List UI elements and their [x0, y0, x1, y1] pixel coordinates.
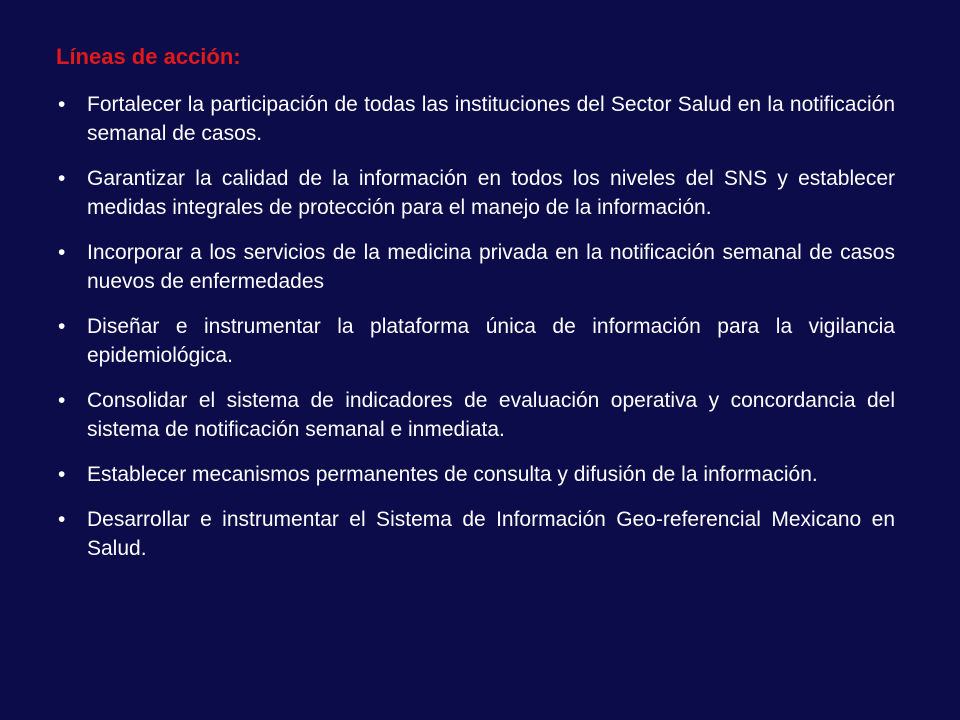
- bullet-icon: •: [58, 93, 66, 116]
- action-lines-list: [56, 90, 895, 563]
- list-item: [56, 164, 895, 222]
- bullet-icon: •: [58, 463, 66, 486]
- list-item: [56, 505, 895, 563]
- bullet-icon: •: [58, 315, 66, 338]
- bullet-icon: •: [58, 167, 66, 190]
- list-item-text: Fortalecer la participación de todas las instituciones del Sector Salud en la notificación semanal de casos.: [87, 93, 895, 145]
- list-item-text: Diseñar e instrumentar la plataforma única de información para la vigilancia epidemiológica.: [87, 315, 895, 367]
- section-heading: Líneas de acción:: [56, 44, 241, 69]
- bullet-icon: •: [58, 508, 66, 531]
- list-item-text: Incorporar a los servicios de la medicina privada en la notificación semanal de casos nuevos de enfermedades: [87, 241, 895, 293]
- list-item: [56, 460, 895, 489]
- list-item-text: Consolidar el sistema de indicadores de evaluación operativa y concordancia del sistema de notificación semanal e inmediata.: [87, 389, 895, 441]
- list-item-text: Establecer mecanismos permanentes de consulta y difusión de la información.: [87, 463, 818, 486]
- bullet-icon: •: [58, 389, 66, 412]
- list-item: [56, 386, 895, 444]
- list-item-text: Desarrollar e instrumentar el Sistema de Información Geo-referencial Mexicano en Salud.: [87, 508, 895, 560]
- list-item: [56, 312, 895, 370]
- list-item-text: Garantizar la calidad de la información en todos los niveles del SNS y establecer medidas integrales de protección para el manejo de la información.: [87, 167, 895, 219]
- slide-content: [56, 44, 895, 579]
- list-item: [56, 238, 895, 296]
- list-item: [56, 90, 895, 148]
- bullet-icon: •: [58, 241, 66, 264]
